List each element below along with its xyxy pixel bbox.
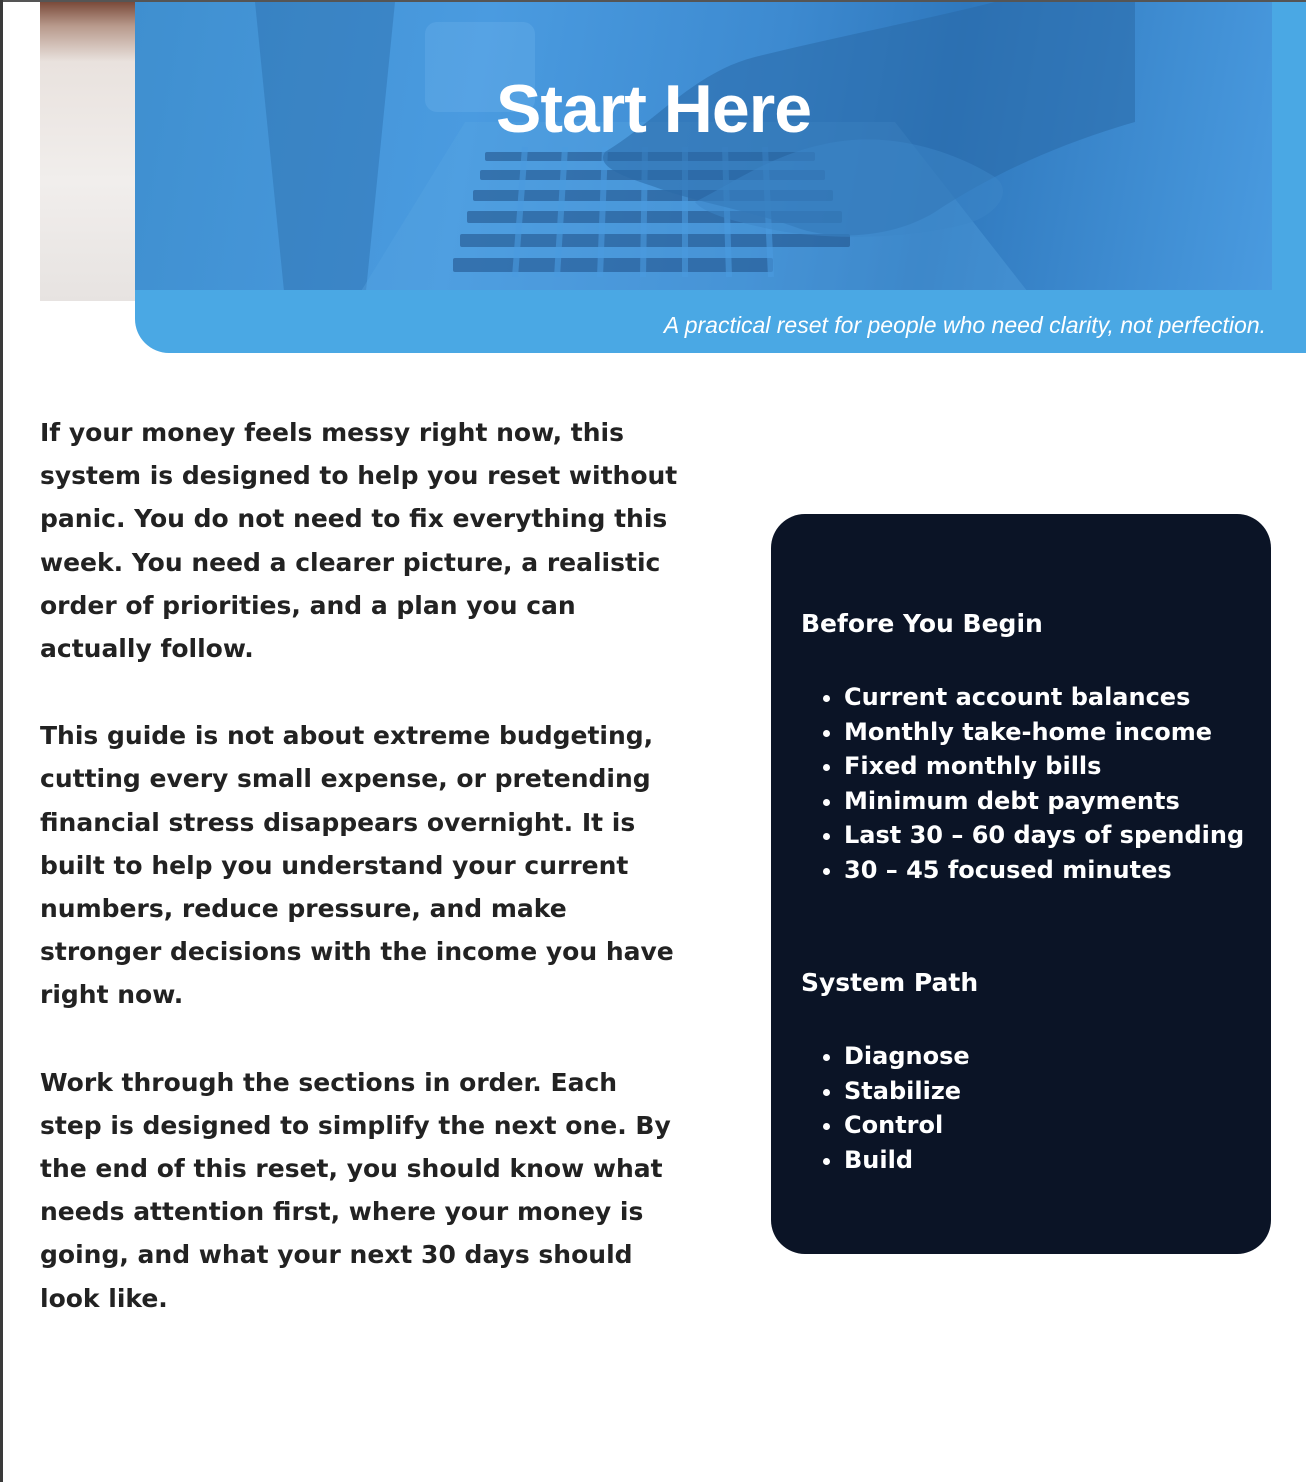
laptop-typing-illustration (135, 2, 1272, 301)
intro-paragraph: This guide is not about extreme budgeting, cutting every small expense, or pretending financial stress disappears overnight. It is built to help you understand your current numbers, reduce pressure, and make stronger decisions with the income you have right now. (40, 721, 674, 1010)
intro-paragraph: Work through the sections in order. Each step is designed to simplify the next one. By the end of this reset, you should know what needs attention first, where your money is going, and what your next 30 days should look like. (40, 1067, 671, 1313)
checklist-card (771, 514, 1271, 1254)
list-item: • 30 – 45 focused minutes (844, 853, 1271, 888)
hero-tagline: A practical reset for people who need clarity, not perfection. (663, 312, 1266, 338)
list-item: • Current account balances (844, 680, 1271, 715)
list-item: • Diagnose (844, 1039, 1271, 1074)
list-item: • Build (844, 1143, 1271, 1178)
system-path-heading: System Path (801, 968, 979, 997)
system-path-list (801, 1039, 1271, 1177)
intro-paragraph: If your money feels messy right now, this system is designed to help you reset without panic. You do not need to fix everything this week. You need a clearer picture, a realistic order of priorities, and a plan you can actually follow. (40, 418, 678, 664)
before-you-begin-heading: Before You Begin (801, 609, 1043, 638)
list-item: • Minimum debt payments (844, 784, 1271, 819)
list-item: • Fixed monthly bills (844, 749, 1271, 784)
before-you-begin-list (801, 680, 1271, 887)
hero-photo-edge (40, 2, 140, 301)
page-left-rule (0, 0, 3, 1482)
list-item: • Control (844, 1108, 1271, 1143)
hero-right-edge (1272, 2, 1306, 301)
list-item: • Stabilize (844, 1074, 1271, 1109)
list-item: • Last 30 – 60 days of spending (844, 818, 1271, 853)
intro-text (40, 411, 680, 1364)
page-title: Start Here (495, 71, 812, 147)
list-item: • Monthly take-home income (844, 715, 1271, 750)
hero-laptop-image (135, 2, 1272, 301)
